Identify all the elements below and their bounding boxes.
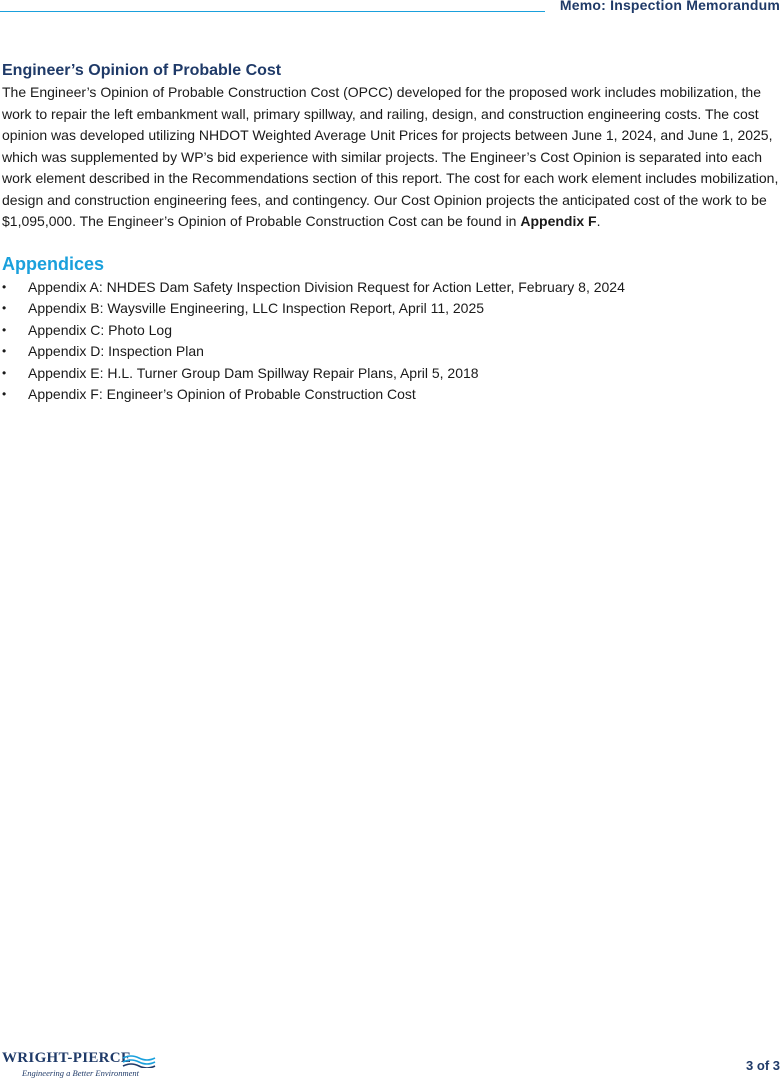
cost-paragraph-end: . — [596, 213, 601, 229]
wright-pierce-logo — [2, 1050, 162, 1080]
logo-name: WRIGHT-PIERCE — [2, 1050, 132, 1066]
list-item — [2, 298, 783, 320]
list-item — [2, 384, 783, 406]
appendix-d-label: Appendix D: Inspection Plan — [28, 343, 204, 359]
bullet-icon: • — [2, 344, 7, 358]
appendix-b-label: Appendix B: Waysville Engineering, LLC Inspection Report, April 11, 2025 — [28, 300, 485, 316]
logo-tagline: Engineering a Better Environment — [22, 1068, 140, 1078]
appendix-f-label: Appendix F: Engineer’s Opinion of Probable Construction Cost — [28, 386, 416, 402]
list-item — [2, 277, 783, 299]
list-item — [2, 341, 783, 363]
list-item — [2, 320, 783, 342]
waves-icon — [122, 1054, 156, 1068]
appendices-heading: Appendices — [2, 253, 105, 274]
bullet-icon: • — [2, 279, 7, 294]
bullet-icon: • — [2, 365, 7, 380]
appendices-list — [2, 277, 783, 406]
appendix-a-label: Appendix A: NHDES Dam Safety Inspection Division Request for Action Letter, February 8, 2024 — [28, 278, 625, 295]
memo-header-title: Memo: Inspection Memorandum — [559, 0, 780, 13]
cost-section-heading: Engineer’s Opinion of Probable Cost — [2, 62, 282, 79]
memo-body — [2, 60, 783, 406]
appendix-c-label: Appendix C: Photo Log — [28, 321, 172, 338]
list-item — [2, 363, 783, 385]
cost-section-paragraph — [2, 82, 783, 233]
page-number: 3 of 3 — [746, 1058, 780, 1073]
bullet-icon: • — [2, 387, 7, 401]
bullet-icon: • — [2, 322, 7, 337]
header-rule — [0, 11, 545, 12]
cost-paragraph-text: The Engineer’s Opinion of Probable Construction Cost (OPCC) developed for the proposed work includes mobilization, the work to repair the left embankment wall, primary spillway, and railing, design, and construction engineering costs. The cost opinion was developed utilizing NHDOT Weighted Average Unit Prices for projects between June 1, 2024, and June 1, 2025, which was supplemented by WP’s bid experience with similar projects. The Engineer’s Cost Opinion is separated into each work element described in the Recommendations section of this report. The cost for each work element includes mobilization, design and construction engineering fees, and contingency. Our Cost Opinion projects the anticipated cost of the work to be $1,095,000. The Engineer’s Opinion of Probable Construction Cost can be found in — [2, 84, 779, 229]
appendix-e-label: Appendix E: H.L. Turner Group Dam Spillway Repair Plans, April 5, 2018 — [28, 364, 479, 381]
appendix-f-reference: Appendix F — [520, 213, 597, 229]
bullet-icon: • — [2, 301, 7, 315]
